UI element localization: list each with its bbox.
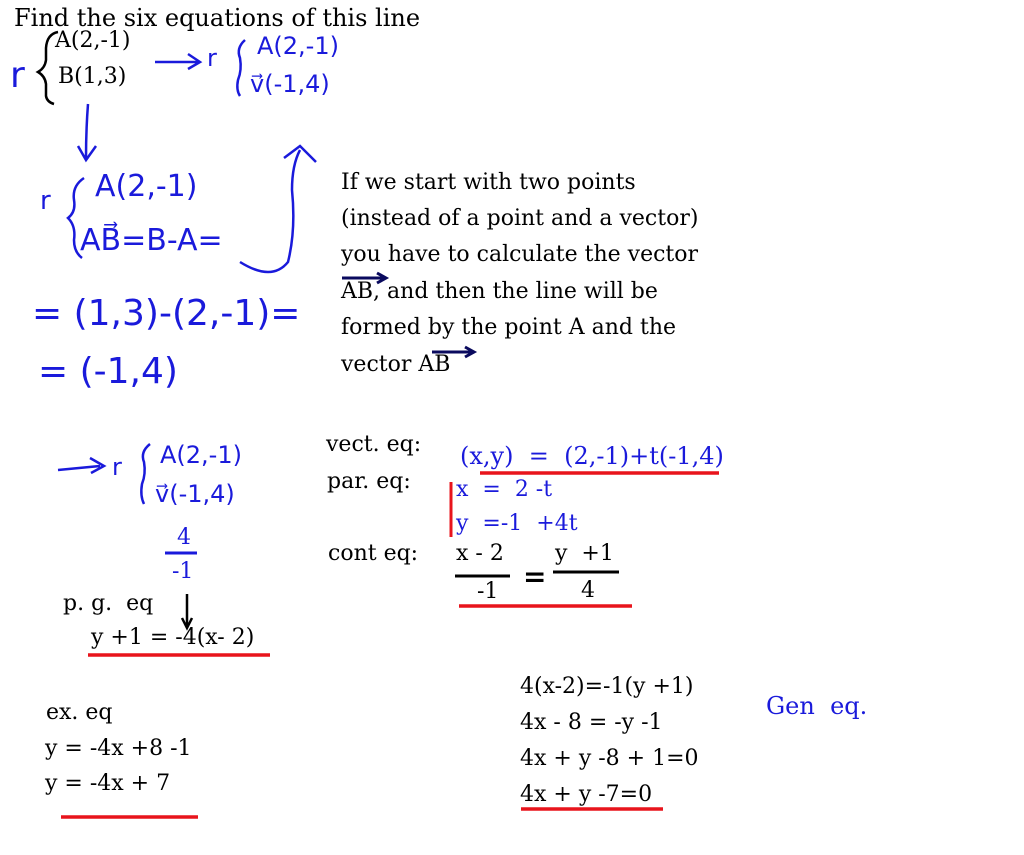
r2-label: r	[40, 186, 51, 216]
continuous-num-left: x - 2	[456, 541, 504, 566]
continuous-eq-label: cont eq:	[328, 541, 419, 566]
continuous-den-left: -1	[477, 579, 499, 604]
general-eq-line-4: 4x + y -7=0	[520, 782, 653, 807]
point-slope-value: y +1 = -4(x- 2)	[91, 625, 255, 650]
brace-icon	[141, 444, 150, 504]
arrow-down-icon	[182, 594, 192, 628]
parametric-eq-label: par. eq:	[327, 469, 411, 494]
point-b-given: B(1,3)	[58, 64, 127, 89]
vector-eq-value: (x,y) = (2,-1)+t(-1,4)	[460, 442, 724, 470]
general-eq-line-1: 4(x-2)=-1(y +1)	[520, 674, 694, 699]
r3-vector: v⃗(-1,4)	[155, 480, 235, 508]
general-eq-label: Gen eq.	[766, 692, 868, 720]
arrow-down-icon	[78, 104, 96, 160]
explanation-line: vector AB	[341, 352, 451, 377]
explicit-eq-label: ex. eq	[46, 700, 113, 725]
explanation-line: you have to calculate the vector	[341, 242, 699, 267]
arrow-right-icon	[58, 458, 104, 473]
parametric-eq-x: x = 2 -t	[456, 477, 553, 502]
page-title: Find the six equations of this line	[14, 4, 421, 32]
r2-ab-formula: AB⃗=B-A=	[80, 223, 223, 258]
general-eq-line-2: 4x - 8 = -y -1	[520, 710, 663, 735]
brace-r-label: r	[10, 55, 25, 96]
slope-numerator: 4	[177, 525, 191, 550]
r3-label: r	[112, 453, 122, 481]
general-eq-line-3: 4x + y -8 + 1=0	[520, 746, 699, 771]
r1-label: r	[207, 44, 217, 72]
calc-line-2: = (-1,4)	[38, 351, 178, 392]
slope-denominator: -1	[172, 559, 194, 584]
explanation-line: formed by the point A and the	[341, 315, 677, 340]
point-slope-label: p. g. eq	[63, 591, 154, 616]
continuous-den-right: 4	[581, 578, 595, 603]
arrow-right-icon	[155, 54, 200, 69]
explanation-line: (instead of a point and a vector)	[341, 206, 699, 231]
brace-icon	[237, 40, 245, 96]
vector-arrow-icon	[432, 347, 474, 357]
point-a-given: A(2,-1)	[55, 28, 131, 53]
curved-arrow-icon	[240, 146, 316, 272]
parametric-eq-y: y =-1 +4t	[456, 511, 578, 536]
explanation-line: If we start with two points	[341, 170, 636, 195]
r3-point: A(2,-1)	[160, 441, 242, 469]
calc-line-1: = (1,3)-(2,-1)=	[32, 293, 301, 334]
r2-point: A(2,-1)	[95, 169, 198, 204]
explicit-eq-line-1: y = -4x +8 -1	[45, 736, 192, 761]
explanation-line: AB, and then the line will be	[341, 279, 658, 304]
brace-icon	[68, 178, 84, 258]
continuous-equals: =	[523, 560, 547, 593]
explicit-eq-line-2: y = -4x + 7	[45, 771, 171, 796]
vector-eq-label: vect. eq:	[326, 432, 422, 457]
given-brace-icon	[38, 32, 58, 104]
vector-arrow-icon	[342, 273, 386, 283]
r1-vector: v⃗(-1,4)	[250, 70, 330, 98]
r1-point: A(2,-1)	[257, 32, 339, 60]
continuous-num-right: y +1	[555, 541, 614, 566]
